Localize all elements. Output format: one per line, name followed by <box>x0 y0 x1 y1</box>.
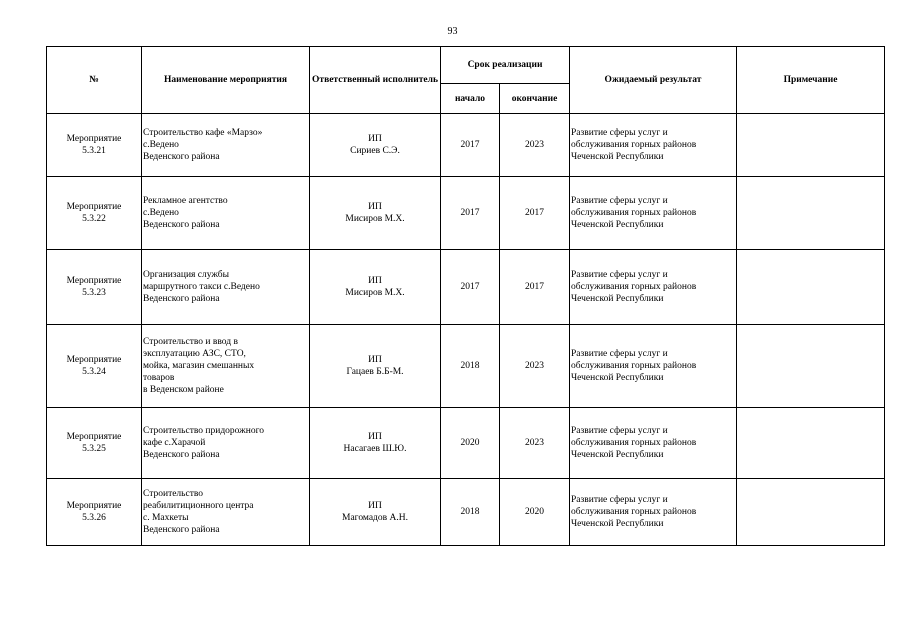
expected-result-cell: Развитие сферы услуг и обслуживания горных районов Чеченской Республики <box>570 479 737 546</box>
measure-id-cell: Мероприятие 5.3.24 <box>47 325 142 408</box>
end-year-cell: 2017 <box>500 250 570 325</box>
start-year-cell: 2020 <box>441 408 500 479</box>
table-row <box>47 250 885 325</box>
end-year-cell: 2023 <box>500 325 570 408</box>
responsible-cell: ИП Магомадов А.Н. <box>310 479 441 546</box>
measure-id-cell: Мероприятие 5.3.26 <box>47 479 142 546</box>
start-year-cell: 2018 <box>441 325 500 408</box>
start-year-cell: 2017 <box>441 250 500 325</box>
measure-id-cell: Мероприятие 5.3.21 <box>47 114 142 177</box>
responsible-cell: ИП Мисиров М.Х. <box>310 250 441 325</box>
measure-name-cell: Организация службы маршрутного такси с.Ведено Веденского района <box>142 250 310 325</box>
header-name: Наименование мероприятия <box>142 47 310 114</box>
responsible-cell: ИП Мисиров М.Х. <box>310 177 441 250</box>
note-cell <box>737 408 885 479</box>
start-year-cell: 2017 <box>441 177 500 250</box>
header-note: Примечание <box>737 47 885 114</box>
measure-id-cell: Мероприятие 5.3.25 <box>47 408 142 479</box>
measure-name-cell: Строительство кафе «Марзо» с.Ведено Веденского района <box>142 114 310 177</box>
measure-name-cell: Строительство придорожного кафе с.Харачой Веденского района <box>142 408 310 479</box>
end-year-cell: 2020 <box>500 479 570 546</box>
header-responsible: Ответственный исполнитель <box>310 47 441 114</box>
header-result: Ожидаемый результат <box>570 47 737 114</box>
header-end: окончание <box>500 84 570 114</box>
note-cell <box>737 479 885 546</box>
expected-result-cell: Развитие сферы услуг и обслуживания горных районов Чеченской Республики <box>570 114 737 177</box>
responsible-cell: ИП Гацаев Б.Б-М. <box>310 325 441 408</box>
table-row <box>47 408 885 479</box>
note-cell <box>737 177 885 250</box>
note-cell <box>737 114 885 177</box>
header-start: начало <box>441 84 500 114</box>
end-year-cell: 2023 <box>500 408 570 479</box>
expected-result-cell: Развитие сферы услуг и обслуживания горных районов Чеченской Республики <box>570 177 737 250</box>
table-row <box>47 325 885 408</box>
header-number: № <box>47 47 142 114</box>
measure-name-cell: Строительство реабилитиционного центра с. Махкеты Веденского района <box>142 479 310 546</box>
measure-name-cell: Рекламное агентство с.Ведено Веденского района <box>142 177 310 250</box>
end-year-cell: 2017 <box>500 177 570 250</box>
table-row <box>47 177 885 250</box>
responsible-cell: ИП Сириев С.Э. <box>310 114 441 177</box>
start-year-cell: 2018 <box>441 479 500 546</box>
note-cell <box>737 325 885 408</box>
note-cell <box>737 250 885 325</box>
page-number: 93 <box>447 26 458 37</box>
expected-result-cell: Развитие сферы услуг и обслуживания горных районов Чеченской Республики <box>570 408 737 479</box>
expected-result-cell: Развитие сферы услуг и обслуживания горных районов Чеченской Республики <box>570 250 737 325</box>
table-row <box>47 114 885 177</box>
end-year-cell: 2023 <box>500 114 570 177</box>
table-body <box>47 114 885 546</box>
start-year-cell: 2017 <box>441 114 500 177</box>
measures-table <box>46 46 885 546</box>
responsible-cell: ИП Насагаев Ш.Ю. <box>310 408 441 479</box>
expected-result-cell: Развитие сферы услуг и обслуживания горных районов Чеченской Республики <box>570 325 737 408</box>
measure-name-cell: Строительство и ввод в эксплуатацию АЗС, СТО, мойка, магазин смешанных товаров в Веденском районе <box>142 325 310 408</box>
measure-id-cell: Мероприятие 5.3.23 <box>47 250 142 325</box>
measure-id-cell: Мероприятие 5.3.22 <box>47 177 142 250</box>
table-row <box>47 479 885 546</box>
header-period: Срок реализации <box>441 47 570 84</box>
